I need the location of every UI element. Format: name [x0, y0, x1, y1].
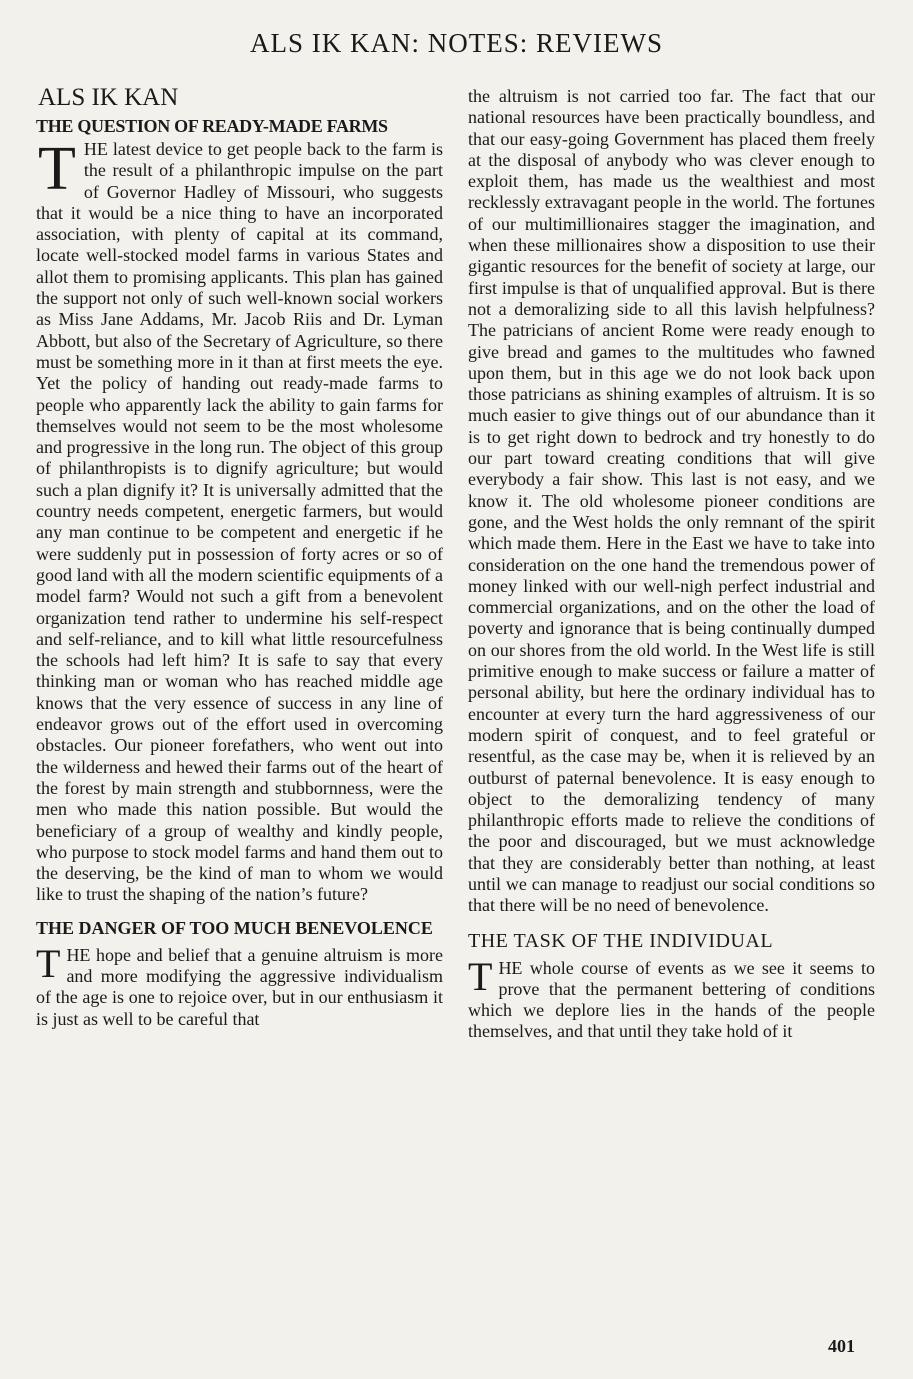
drop-cap: T [468, 953, 493, 999]
article-heading-benevolence: THE DANGER OF TOO MUCH BENEVOLENCE [36, 917, 433, 938]
page-number: 401 [828, 1336, 855, 1356]
left-column [36, 84, 443, 1030]
drop-cap: T [38, 135, 76, 203]
article-paragraph-continued: the altruism is not carried too far. The fact that our national resources have been practically boundless, and that our easy-going Government has placed them freely at the disposal of anybody who was clever enough to exploit them, has made us the wealthiest and most recklessly extravagant people in the world. The fortunes of our multimillionaires stagger the imagination, and when these millionaires show a disposition to use their gigantic resources for the benefit of society at large, our first impulse is that of unqualified approval. But is there not a demoralizing side to all this lavish helpfulness? The patricians of ancient Rome were ready enough to give bread and games to the multitudes who fawned upon them, but in this age we do not look back upon those patricians as shining examples of altruism. It is so much easier to give things out of our abundance than it is to get right down to bedrock and try honestly to do our part toward creating conditions that will give everybody a fair show. This last is not easy, and we know it. The old wholesome pioneer conditions are gone, and the West holds the only remnant of the spirit which made them. Here in the East we have to take into consideration on the one hand the tremendous power of money linked with our well-nigh perfect industrial and commercial organizations, and on the other the load of poverty and ignorance that is being continually dumped on our shores from the old world. In the West life is still primitive enough to make success or failure a matter of personal ability, but here the ordinary individual has to encounter at every turn the hard aggressiveness of our modern spirit of conquest, and to feel grateful or resentful, as the case may be, when it is relieved by an outburst of paternal benevolence. It is easy enough to object to the demoralizing tendency of many philanthropic efforts made to relieve the conditions of the poor and discouraged, but we must acknowledge that they are considerably better than nothing, at least until we can manage to readjust our social conditions so that there will be no need of benevolence. [468, 86, 875, 916]
running-head: ALS IK KAN: NOTES: REVIEWS [250, 28, 663, 58]
article-body-ready-made-farms [36, 135, 443, 906]
article-heading-ready-made-farms: THE QUESTION OF READY-MADE FARMS [36, 116, 388, 136]
right-column [468, 86, 875, 1043]
article-body-task-of-individual [468, 953, 875, 1043]
article-paragraph: HE hope and belief that a genuine altruism is more and more modifying the aggressive individualism of the age is one to rejoice over, but in our enthusiasm it is just as well to be careful that [36, 944, 443, 1029]
article-body-benevolence [36, 940, 443, 1030]
article-paragraph: HE whole course of events as we see it seems to prove that the permanent bettering of conditions which we deplore lies in the hands of the people themselves, and that until they take hold of it [468, 957, 875, 1042]
drop-cap: T [36, 940, 61, 986]
article-paragraph: HE latest device to get people back to the farm is the result of a philanthropic impulse on the part of Governor Hadley of Missouri, who suggests that it would be a nice thing to have an incorporated association, with plenty of capital at its command, locate well-stocked model farms in various States and allot them to promising applicants. This plan has gained the support not only of such well-known social workers as Miss Jane Addams, Mr. Jacob Riis and Dr. Lyman Abbott, but also of the Secretary of Agriculture, so there must be something more in it than at first meets the eye. Yet the policy of handing out ready-made farms to people who apparently lack the ability to gain farms for themselves would not seem to be the most wholesome and progressive in the long run. The object of this group of philanthropists is to dignify agriculture; but would such a plan dignify it? It is universally admitted that the country needs competent, energetic farmers, but would any man continue to be competent and energetic if he were suddenly put in possession of forty acres or so of good land with all the modern scientific equipments of a model farm? Would not such a gift from a benevolent organization tend rather to undermine his self-respect and self-reliance, and to kill what little resourcefulness the schools had left him? It is safe to say that every thinking man or woman who has reached middle age knows that the very essence of success in any line of endeavor grows out of the effort used in overcoming obstacles. Our pioneer forefathers, who went out into the wilderness and hewed their farms out of the heart of the forest by main strength and stubbornness, were the men who made this nation possible. But would the beneficiary of a group of wealthy and kindly people, who purpose to stock model farms and hand them out to the deserving, be the kind of man to whom we would like to trust the shaping of the nation’s future? [36, 139, 443, 905]
section-title: ALS IK KAN [38, 84, 179, 111]
article-heading-task-of-individual: THE TASK OF THE INDIVIDUAL [468, 929, 774, 952]
